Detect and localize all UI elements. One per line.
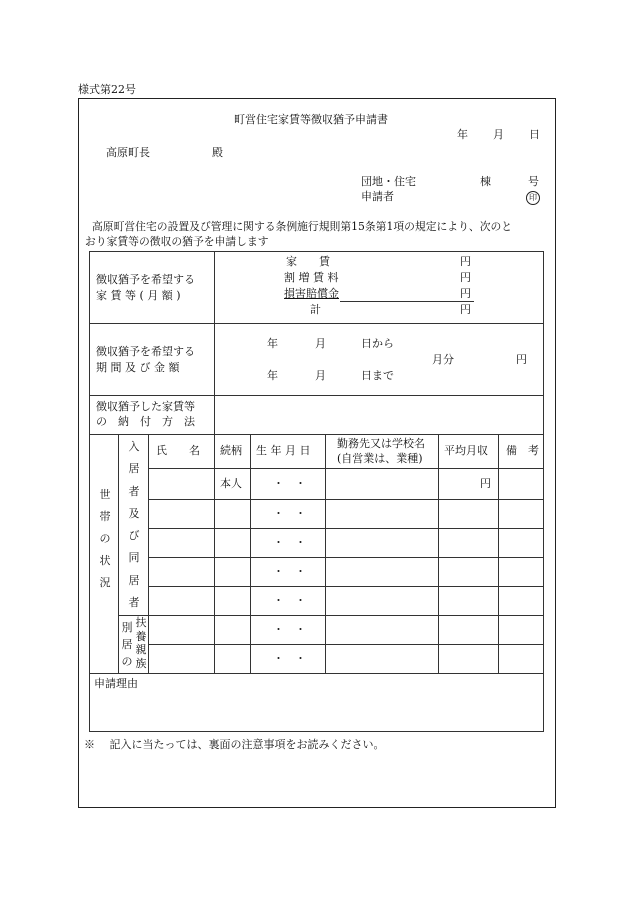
- number-label: 号: [528, 175, 539, 188]
- row4-birth-dots: ・ ・: [273, 565, 306, 578]
- form-number: 様式第22号: [78, 83, 136, 96]
- payment-label-line1: 徴収猶予した家賃等: [96, 400, 195, 413]
- rent-row-surcharge-unit: 円: [460, 271, 471, 284]
- header-income: 平均月収: [444, 444, 488, 457]
- rent-label-line2: 家 賃 等 ( 月 額 ): [96, 289, 181, 302]
- addressee-honorific: 殿: [212, 146, 223, 159]
- seal-text: 印: [526, 191, 540, 205]
- household-outer-label: 世 帯 の 状 況: [99, 488, 111, 589]
- date-month: 月: [493, 128, 504, 141]
- date-year: 年: [457, 128, 468, 141]
- period-yen: 円: [516, 353, 527, 366]
- applicant-label: 申請者: [361, 190, 394, 203]
- rent-row-rent-unit: 円: [460, 255, 471, 268]
- period-label-line1: 徴収猶予を希望する: [96, 345, 195, 358]
- period-month-share: 月分: [432, 353, 454, 366]
- complex-label: 団地・住宅: [361, 175, 416, 188]
- application-table: [89, 251, 544, 732]
- row3-birth-dots: ・ ・: [273, 536, 306, 549]
- period-label-line2: 期 間 及 び 金 額: [96, 361, 180, 374]
- form-title: 町営住宅家賃等徴収猶予申請書: [234, 113, 388, 126]
- rent-row-total-label: 計: [310, 303, 321, 316]
- header-work-line2: (自営業は、業種): [337, 452, 423, 465]
- reason-label: 申請理由: [94, 677, 138, 690]
- header-relation: 続柄: [220, 444, 242, 457]
- rent-row-rent-label: 家 賃: [286, 255, 330, 268]
- rent-row-total-unit: 円: [460, 303, 471, 316]
- rent-row-surcharge-label: 割 増 賃 料: [284, 271, 339, 284]
- row2-birth-dots: ・ ・: [273, 507, 306, 520]
- intro-line1: 高原町営住宅の設置及び管理に関する条例施行規則第15条第1項の規定により、次のと: [92, 220, 513, 233]
- period-from-day: 日から: [361, 337, 394, 350]
- self-relation: 本人: [220, 477, 242, 490]
- header-birth: 生 年 月 日: [256, 444, 311, 457]
- rent-row-damages-unit: 円: [460, 287, 471, 300]
- header-name: 氏 名: [156, 444, 200, 457]
- period-to-month: 月: [315, 369, 326, 382]
- period-to-year: 年: [267, 369, 278, 382]
- period-from-year: 年: [267, 337, 278, 350]
- row5-birth-dots: ・ ・: [273, 594, 306, 607]
- date-day: 日: [529, 128, 540, 141]
- row1-birth-dots: ・ ・: [273, 477, 306, 490]
- rent-label-line1: 徴収猶予を希望する: [96, 273, 195, 286]
- dependent-label: 扶 養 親 族: [135, 616, 147, 670]
- payment-label-line2: の 納 付 方 法: [96, 415, 195, 428]
- header-work-line1: 勤務先又は学校名: [337, 437, 425, 450]
- addressee-name: 高原町長: [106, 146, 150, 159]
- resident-label: 入 居 者 及 び 同 居 者: [128, 440, 140, 610]
- seal-mark: [526, 191, 540, 205]
- header-remarks: 備 考: [506, 444, 539, 457]
- rent-row-damages-label: 損害賠償金: [284, 287, 339, 300]
- separate-label: 別 居 の: [121, 621, 133, 668]
- intro-line2: おり家賃等の徴収の猶予を申請します: [85, 235, 269, 248]
- row6-birth-dots: ・ ・: [273, 623, 306, 636]
- period-from-month: 月: [315, 337, 326, 350]
- row7-birth-dots: ・ ・: [273, 652, 306, 665]
- period-to-day: 日まで: [361, 369, 394, 382]
- building-label: 棟: [480, 175, 491, 188]
- footnote: ※ 記入に当たっては、裏面の注意事項をお読みください。: [84, 738, 385, 751]
- income-yen: 円: [480, 477, 491, 490]
